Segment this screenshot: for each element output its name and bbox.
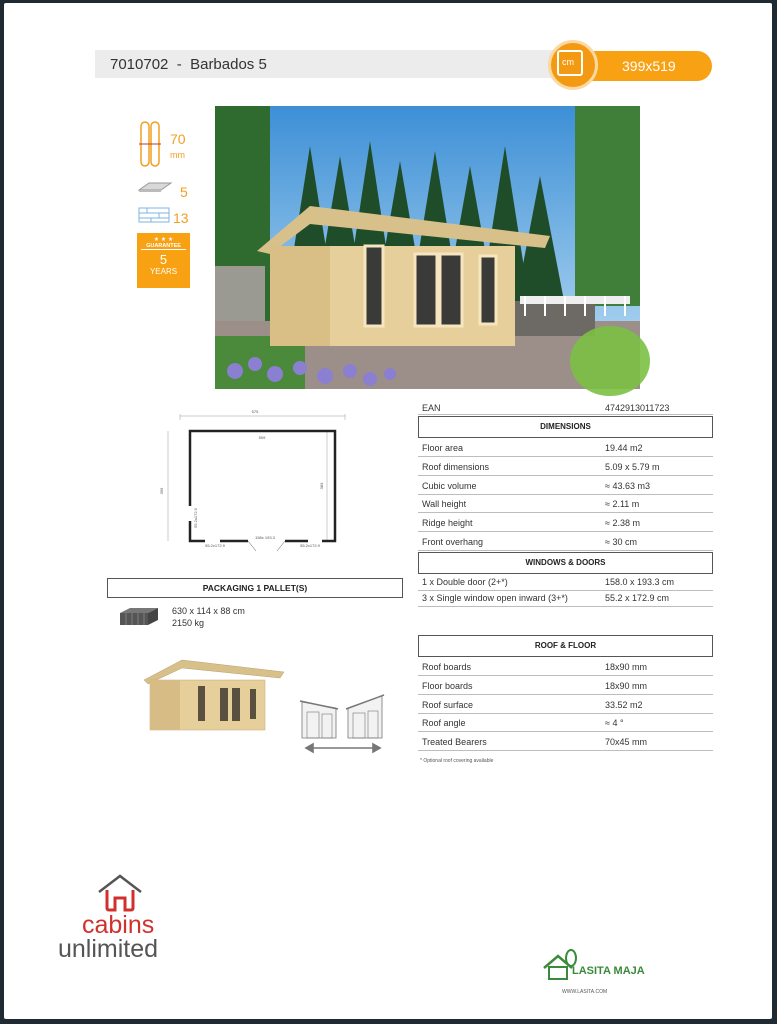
packaging-header: PACKAGING 1 PALLET(S) [107, 578, 403, 598]
dimension-row-label: Cubic volume [422, 480, 477, 491]
dimension-row-rule [418, 512, 713, 513]
roof-floor-row-label: Floor boards [422, 680, 473, 691]
cabins-wordmark: cabins [82, 911, 155, 939]
roof-floor-row-value: 70x45 mm [605, 737, 648, 748]
roof-boards-icon [137, 180, 173, 194]
cabin-render-small [142, 658, 287, 733]
ean-label: EAN [422, 403, 441, 413]
plan-window-c: 55.2x172.9 [193, 508, 198, 528]
wall-thickness-icon [139, 120, 161, 168]
plan-window-b: 55.2x172.9 [300, 543, 320, 548]
roof-floor-row-rule [418, 694, 713, 695]
roof-floor-row-value: ≈ 4 ° [605, 718, 624, 729]
packaging-dimensions: 630 x 114 x 88 cm [172, 606, 245, 616]
roof-floor-row-rule [418, 713, 713, 714]
reversible-roof-diagram [298, 688, 388, 754]
floor-plan-diagram [160, 406, 350, 566]
plan-door-label: 158x 193.3 [255, 535, 275, 540]
dimension-row-value: ≈ 2.38 m [605, 518, 640, 529]
floor-boards-icon [137, 206, 173, 224]
product-code: 7010702 [110, 56, 169, 73]
roof-floor-row-label: Roof surface [422, 699, 474, 710]
roof-floor-row-rule [418, 750, 713, 751]
pallet-icon [118, 605, 160, 627]
plan-inner-width: 509 [258, 435, 266, 440]
dimension-row-rule [418, 531, 713, 532]
lasita-url: WWW.LASITA.COM [562, 989, 608, 995]
window-door-row-label: 1 x Double door (2+*) [422, 577, 508, 587]
dimension-row-label: Front overhang [422, 537, 484, 547]
dimension-row-label: Roof dimensions [422, 461, 490, 472]
roof-count-value: 5 [180, 184, 188, 200]
dimension-row-label: Floor area [422, 443, 464, 453]
plan-window-a: 55.2x172.9 [205, 543, 225, 548]
title-separator: - [176, 56, 182, 73]
guarantee-stars: ★ ★ ★ [153, 237, 174, 243]
lasita-wordmark: LASITA MAJA [572, 965, 645, 977]
dimension-row-rule [418, 550, 713, 551]
size-unit-label: cm [562, 57, 574, 67]
cabin-photo [215, 106, 640, 389]
guarantee-badge [137, 233, 190, 288]
window-door-row-value: 55.2 x 172.9 cm [605, 593, 670, 603]
roof-floor-row-value: 18x90 mm [605, 662, 648, 672]
dimension-row-rule [418, 456, 713, 457]
roof-floor-row-label: Treated Bearers [422, 737, 487, 748]
roof-floor-row-value: 18x90 mm [605, 680, 648, 691]
roof-floor-row-rule [418, 731, 713, 732]
roof-floor-row-value: 33.52 m2 [605, 699, 643, 710]
window-door-row-value: 158.0 x 193.3 cm [605, 577, 675, 587]
ean-rule [418, 414, 713, 415]
ean-value: 4742913011723 [605, 403, 670, 413]
lasita-maja-logo [540, 948, 655, 998]
packaging-weight: 2150 kg [172, 618, 205, 628]
dimension-row-value: ≈ 30 cm [605, 537, 637, 547]
dimension-row-label: Ridge height [422, 518, 473, 529]
guarantee-years: 5 [159, 252, 168, 267]
dimension-row-value: ≈ 2.11 m [605, 499, 640, 510]
product-title [110, 56, 267, 73]
plan-outer-width: 575 [251, 409, 259, 414]
cabins-unlimited-logo [58, 872, 188, 972]
dimensions-header: DIMENSIONS [418, 416, 713, 438]
packaging-info [172, 605, 245, 629]
size-value: 399x519 [622, 58, 676, 74]
footnote: * Optional roof covering available [420, 758, 494, 764]
guarantee-title: GUARANTEE [141, 243, 186, 250]
windows-doors-header: WINDOWS & DOORS [418, 552, 713, 574]
dimension-row-value: 5.09 x 5.79 m [605, 461, 660, 472]
dimension-row-label: Wall height [422, 499, 467, 510]
guarantee-unit: YEARS [149, 267, 178, 276]
roof-floor-row-label: Roof angle [422, 718, 466, 729]
house-logo-icon [95, 872, 145, 912]
wall-thickness-unit: mm [170, 150, 185, 160]
plan-depth-right: 383 [319, 482, 324, 490]
roof-floor-header: ROOF & FLOOR [418, 635, 713, 657]
dimension-row-value: 19.44 m2 [605, 443, 643, 453]
plan-depth-left: 399 [159, 487, 164, 495]
window-door-row-rule [418, 590, 713, 591]
window-door-row-rule [418, 606, 713, 607]
dimension-row-rule [418, 494, 713, 495]
window-door-row-label: 3 x Single window open inward (3+*) [422, 593, 568, 603]
product-name: Barbados 5 [190, 56, 267, 73]
dimension-row-rule [418, 475, 713, 476]
unlimited-wordmark: unlimited [58, 935, 159, 963]
roof-floor-row-rule [418, 675, 713, 676]
floor-count-value: 13 [173, 210, 189, 226]
dimension-row-value: ≈ 43.63 m3 [605, 480, 650, 491]
wall-thickness-value: 70 [170, 131, 186, 147]
roof-floor-row-label: Roof boards [422, 662, 472, 672]
